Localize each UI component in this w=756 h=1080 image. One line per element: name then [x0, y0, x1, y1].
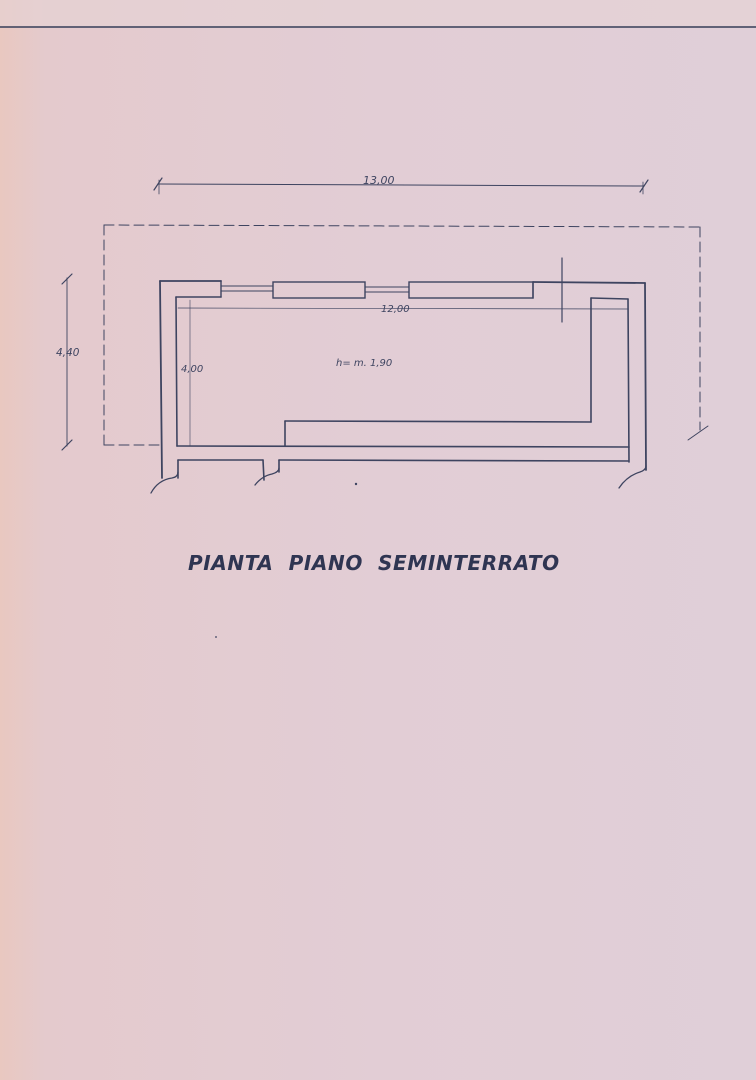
- ink-speck: [215, 636, 217, 638]
- interior-depth-label: 4,00: [181, 364, 204, 375]
- drawing-title: PIANTA PIANO SEMINTERRATO: [188, 551, 560, 575]
- ink-speck: [355, 483, 357, 485]
- ceiling-height-label: h= m. 1,90: [336, 358, 393, 369]
- top-wall-windows: [221, 281, 533, 298]
- inner-walls: [176, 297, 629, 480]
- overall-depth-label: 4,40: [56, 347, 80, 359]
- ground-cut-marks: [151, 466, 646, 493]
- interior-length-label: 12,00: [381, 304, 410, 315]
- dashed-boundary: [104, 225, 700, 445]
- overall-depth-dimension: [62, 274, 72, 450]
- boundary-tick: [688, 426, 708, 440]
- overall-length-label: 13,00: [363, 174, 395, 187]
- overall-length-dimension: [154, 178, 648, 194]
